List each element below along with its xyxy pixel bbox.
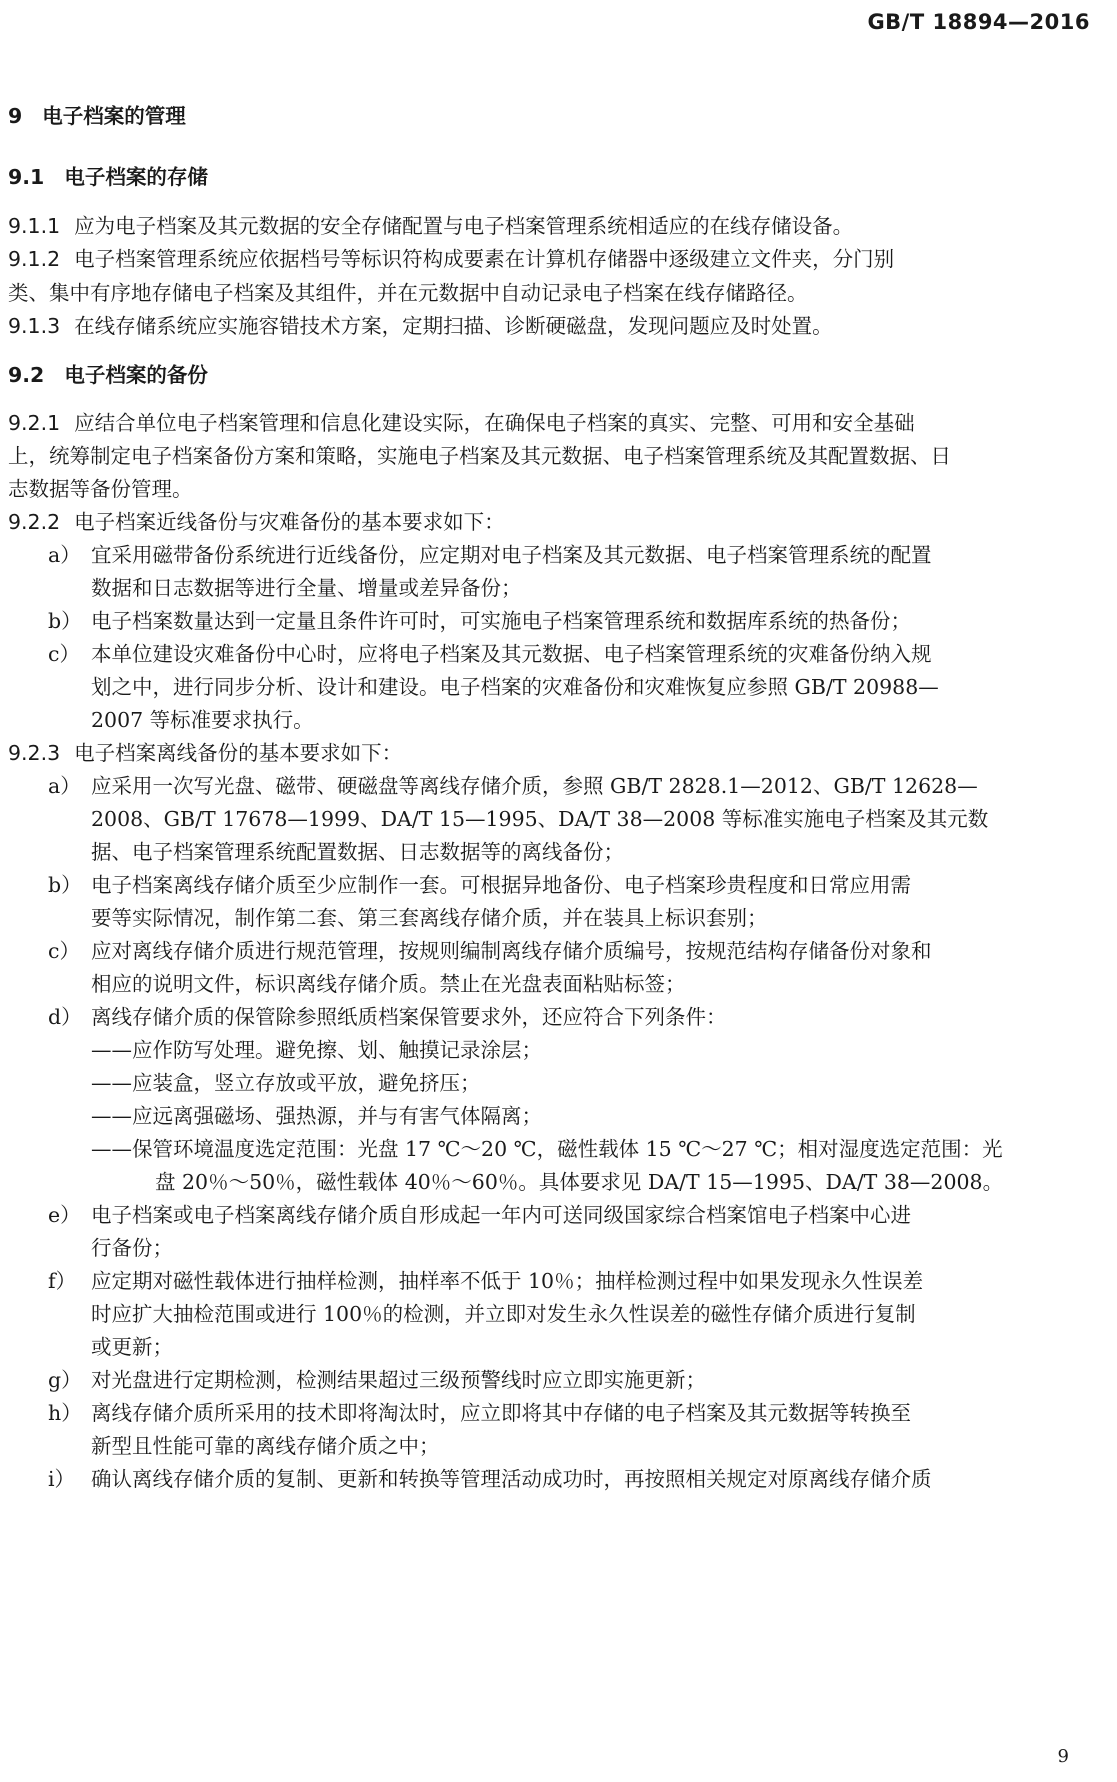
clause-text: 在线存储系统应实施容错技术方案，定期扫描、诊断硬磁盘，发现问题应及时处置。 [74, 314, 833, 338]
list-item-label: c） [48, 939, 80, 963]
list-item-text: 据、电子档案管理系统配置数据、日志数据等的离线备份； [91, 840, 624, 864]
list-item-text: 电子档案数量达到一定量且条件许可时，可实施电子档案管理系统和数据库系统的热备份； [91, 609, 911, 633]
clause-text: 电子档案近线备份与灾难备份的基本要求如下： [74, 510, 505, 534]
list-item-text: 行备份； [91, 1236, 173, 1260]
list-item-text: 应对离线存储介质进行规范管理，按规则编制离线存储介质编号，按规范结构存储备份对象和 [91, 939, 932, 963]
list-item-text: 宜采用磁带备份系统进行近线备份，应定期对电子档案及其元数据、电子档案管理系统的配置 [91, 543, 932, 567]
list-item-text: 要等实际情况，制作第二套、第三套离线存储介质，并在装具上标识套别； [91, 906, 768, 930]
clause-number: 9.2.1 [8, 411, 61, 435]
section-9-2-heading [8, 361, 208, 389]
standard-code: GB/T 18894—2016 [867, 10, 1090, 34]
list-item-label: i） [48, 1467, 76, 1491]
list-item-text: 离线存储介质的保管除参照纸质档案保管要求外，还应符合下列条件： [91, 1005, 727, 1029]
clause-9-1-2-continued: 类、集中有序地存储电子档案及其组件，并在元数据中自动记录电子档案在线存储路径。 [8, 281, 808, 305]
list-item-label: f） [48, 1269, 77, 1293]
dash-item: ——应作防写处理。避免擦、划、触摸记录涂层； [91, 1038, 542, 1062]
clause-9-1-1 [8, 212, 853, 240]
clause-9-2-3 [8, 739, 402, 767]
clause-number: 9.1.1 [8, 214, 61, 238]
list-item-text: 应定期对磁性载体进行抽样检测，抽样率不低于 10％；抽样检测过程中如果发现永久性误差 [91, 1269, 924, 1293]
dash-item: ——应装盒，竖立存放或平放，避免挤压； [91, 1071, 481, 1095]
section-number: 9.1 [8, 165, 45, 189]
section-9-heading [8, 102, 186, 130]
clause-text: 应为电子档案及其元数据的安全存储配置与电子档案管理系统相适应的在线存储设备。 [74, 214, 854, 238]
list-item-text: 时应扩大抽检范围或进行 100％的检测，并立即对发生永久性误差的磁性存储介质进行复制 [91, 1302, 916, 1326]
list-item-label: h） [48, 1401, 82, 1425]
list-item-label: b） [48, 873, 82, 897]
clause-9-2-1-continued: 上，统筹制定电子档案备份方案和策略，实施电子档案及其元数据、电子档案管理系统及其配置数据、日 [8, 444, 951, 468]
list-item-text: 应采用一次写光盘、磁带、硬磁盘等离线存储介质，参照 GB/T 2828.1—2012、GB/T 12628— [91, 774, 978, 798]
dash-item: ——保管环境温度选定范围：光盘 17 ℃～20 ℃，磁性载体 15 ℃～27 ℃；相对湿度选定范围：光 [91, 1137, 1003, 1161]
list-item-text: 2008、GB/T 17678—1999、DA/T 15—1995、DA/T 38—2008 等标准实施电子档案及其元数 [91, 807, 989, 831]
list-item-text: 2007 等标准要求执行。 [91, 708, 314, 732]
list-item-text: 划之中，进行同步分析、设计和建设。电子档案的灾难备份和灾难恢复应参照 GB/T 20988— [91, 675, 939, 699]
section-title: 电子档案的存储 [64, 165, 208, 189]
clause-number: 9.2.3 [8, 741, 61, 765]
section-title: 电子档案的管理 [42, 104, 186, 128]
clause-9-2-1 [8, 409, 915, 437]
list-item-label: a） [48, 543, 81, 567]
list-item-label: g） [48, 1368, 82, 1392]
section-title: 电子档案的备份 [64, 363, 208, 387]
clause-number: 9.1.2 [8, 247, 61, 271]
clause-number: 9.2.2 [8, 510, 61, 534]
list-item-text: 离线存储介质所采用的技术即将淘汰时，应立即将其中存储的电子档案及其元数据等转换至 [91, 1401, 911, 1425]
list-item-text: 或更新； [91, 1335, 173, 1359]
section-9-1-heading [8, 163, 208, 191]
clause-9-2-1-continued: 志数据等备份管理。 [8, 477, 193, 501]
list-item-text: 电子档案离线存储介质至少应制作一套。可根据异地备份、电子档案珍贵程度和日常应用需 [91, 873, 911, 897]
list-item-label: e） [48, 1203, 81, 1227]
clause-9-1-3 [8, 312, 833, 340]
section-number: 9 [8, 104, 23, 128]
list-item-text: 确认离线存储介质的复制、更新和转换等管理活动成功时，再按照相关规定对原离线存储介质 [91, 1467, 932, 1491]
list-item-text: 相应的说明文件，标识离线存储介质。禁止在光盘表面粘贴标签； [91, 972, 686, 996]
list-item-text: 本单位建设灾难备份中心时，应将电子档案及其元数据、电子档案管理系统的灾难备份纳入规 [91, 642, 932, 666]
list-item-label: c） [48, 642, 80, 666]
page-number: 9 [1057, 1746, 1069, 1767]
list-item-text: 电子档案或电子档案离线存储介质自形成起一年内可送同级国家综合档案馆电子档案中心进 [91, 1203, 911, 1227]
clause-text-line: 电子档案管理系统应依据档号等标识符构成要素在计算机存储器中逐级建立文件夹，分门别 [74, 247, 895, 271]
list-item-label: b） [48, 609, 82, 633]
list-item-label: a） [48, 774, 81, 798]
dash-item: ——应远离强磁场、强热源，并与有害气体隔离； [91, 1104, 542, 1128]
clause-9-1-2 [8, 245, 975, 273]
list-item-label: d） [48, 1005, 82, 1029]
clause-text-line: 应结合单位电子档案管理和信息化建设实际，在确保电子档案的真实、完整、可用和安全基础 [74, 411, 915, 435]
section-number: 9.2 [8, 363, 45, 387]
list-item-text: 对光盘进行定期检测，检测结果超过三级预警线时应立即实施更新； [91, 1368, 706, 1392]
clause-text: 电子档案离线备份的基本要求如下： [74, 741, 403, 765]
clause-9-2-2 [8, 508, 505, 536]
dash-item-continued: 盘 20％～50％，磁性载体 40％～60％。具体要求见 DA/T 15—1995、DA/T 38—2008。 [155, 1170, 1004, 1194]
list-item-text: 数据和日志数据等进行全量、增量或差异备份； [91, 576, 522, 600]
clause-number: 9.1.3 [8, 314, 61, 338]
list-item-text: 新型且性能可靠的离线存储介质之中； [91, 1434, 440, 1458]
